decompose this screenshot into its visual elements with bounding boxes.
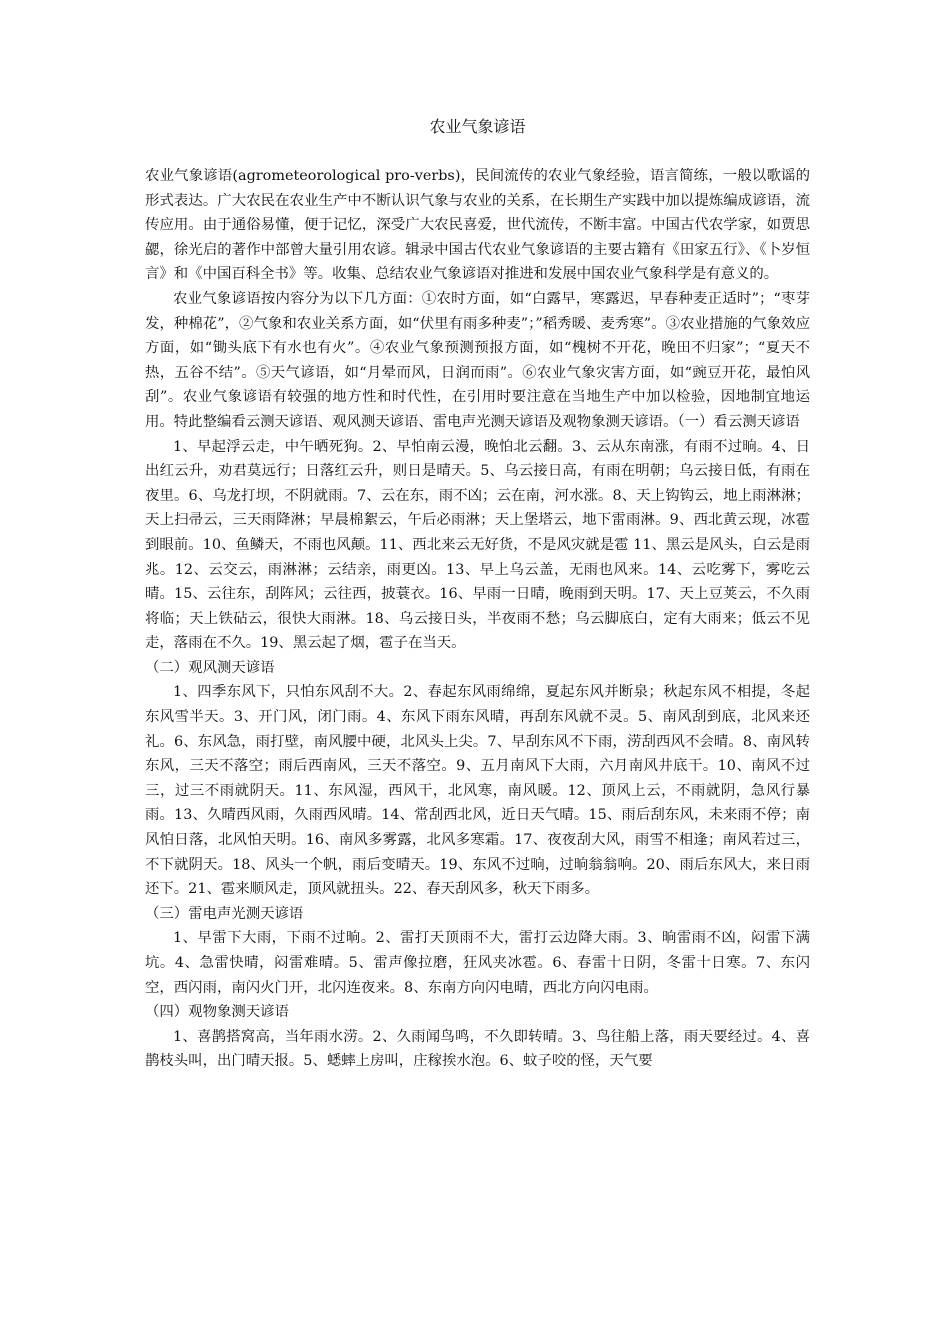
- wind-sayings-paragraph: 1、四季东风下，只怕东风刮不大。2、春起东风雨绵绵，夏起东风并断泉；秋起东风不相提，冬起东风雪半天。3、开门风，闭门雨。4、东风下雨东风晴，再刮东风就不灵。5、南风刮到底，北风来还礼。6、东风急，雨打壁，南风腰中硬，北风头上尖。7、早刮东风不下雨，涝刮西风不会晴。8、南风转东风，三天不落空；雨后西南风，三天不落空。9、五月南风下大雨，六月南风井底干。10、南风不过三，过三不雨就阴天。11、东风湿，西风干，北风寒，南风暖。12、顶风上云，不雨就阴，急风行暴雨。13、久晴西风雨，久雨西风晴。14、常刮西北风，近日天气晴。15、雨后刮东风，未来雨不停；南风怕日落，北风怕天明。16、南风多雾露，北风多寒霜。17、夜夜刮大风，雨雪不相逢；南风若过三，不下就阴天。18、风头一个帆，雨后变晴天。19、东风不过晌，过晌翁翁响。20、雨后东风大，来日雨还下。21、雹来顺风走，顶风就扭头。22、春天刮风多，秋天下雨多。: [145, 684, 810, 898]
- wind-sayings-heading: （二）观风测天谚语: [145, 659, 275, 676]
- phenomena-sayings-paragraph: 1、喜鹊搭窝高，当年雨水涝。2、久雨闻鸟鸣，不久即转晴。3、鸟往船上落，雨天要经过。4、喜鹊枝头叫，出门晴天报。5、蟋蟀上房叫，庄稼挨水泡。6、蚊子咬的怪，天气要: [145, 1028, 810, 1070]
- document-page: [145, 112, 810, 1074]
- intro-paragraph: 农业气象谚语(agrometeorological pro-verbs)，民间流传的农业气象经验，语言简练，一般以歌谣的形式表达。广大农民在农业生产中不断认识气象与农业的关系，在长期生产实践中加以提炼编成谚语，流传应用。由于通俗易懂，便于记忆，深受广大农民喜爱，世代流传，不断丰富。中国古代农学家，如贾思勰，徐光启的著作中部曾大量引用农谚。辑录中国古代农业气象谚语的主要古籍有《田家五行》、《卜岁恒言》和《中国百科全书》等。收集、总结农业气象谚语对推进和发展中国农业气象科学是有意义的。: [145, 168, 810, 283]
- phenomena-sayings-heading: （四）观物象测天谚语: [145, 1004, 289, 1021]
- cloud-sayings-paragraph: 1、早起浮云走，中午晒死狗。2、早怕南云漫，晚怕北云翻。3、云从东南涨，有雨不过晌。4、日出红云升，劝君莫远行；日落红云升，则日是晴天。5、乌云接日高，有雨在明朝；乌云接日低，有雨在夜里。6、乌龙打坝，不阴就雨。7、云在东，雨不凶；云在南，河水涨。8、天上钩钩云，地上雨淋淋；天上扫帚云，三天雨降淋；早晨棉絮云，午后必雨淋；天上堡塔云，地下雷雨淋。9、西北黄云现，冰雹到眼前。10、鱼鳞天，不雨也风颠。11、西北来云无好货，不是风灾就是雹 11、黑云是风头，白云是雨兆。12、云交云，雨淋淋；云结亲，雨更凶。13、早上乌云盖，无雨也风来。14、云吃雾下，雾吃云晴。15、云往东，刮阵风；云往西，披蓑衣。16、早雨一日晴，晚雨到天明。17、天上豆荚云，不久雨将临；天上铁砧云，很快大雨淋。18、乌云接日头，半夜雨不愁；乌云脚底白，定有大雨来；低云不见走，落雨在不久。19、黑云起了烟，雹子在当天。: [145, 438, 810, 652]
- thunder-sayings-paragraph: 1、早雷下大雨，下雨不过晌。2、雷打天顶雨不大，雷打云边降大雨。3、晌雷雨不凶，闷雷下满坑。4、急雷快晴，闷雷难晴。5、雷声像拉磨，狂风夹冰雹。6、春雷十日阴，冬雷十日寒。7、东闪空，西闪雨，南闪火门开，北闪连夜来。8、东南方向闪电晴，西北方向闪电雨。: [145, 930, 810, 996]
- document-title: 农业气象谚语: [429, 117, 526, 136]
- classification-paragraph: 农业气象谚语按内容分为以下几方面：①农时方面，如“白露早，寒露迟，早春种麦正适时”；“枣芽发，种棉花”，②气象和农业关系方面，如“伏里有雨多种麦”；”稻秀暖、麦秀寒”。③农业措施的气象效应方面，如“锄头底下有水也有火”。④农业气象预测预报方面，如“槐树不开花，晚田不归家”；“夏天不热，五谷不结”。⑤天气谚语，如“月晕而风，日润而雨”。⑥农业气象灾害方面，如“豌豆开花，最怕风刮”。农业气象谚语有较强的地方性和时代性，在引用时要注意在当地生产中加以检验，因地制宜地运用。特此整编看云测天谚语、观风测天谚语、雷电声光测天谚语及观物象测天谚语。（一）看云测天谚语: [145, 290, 810, 430]
- thunder-sayings-heading: （三）雷电声光测天谚语: [145, 905, 304, 922]
